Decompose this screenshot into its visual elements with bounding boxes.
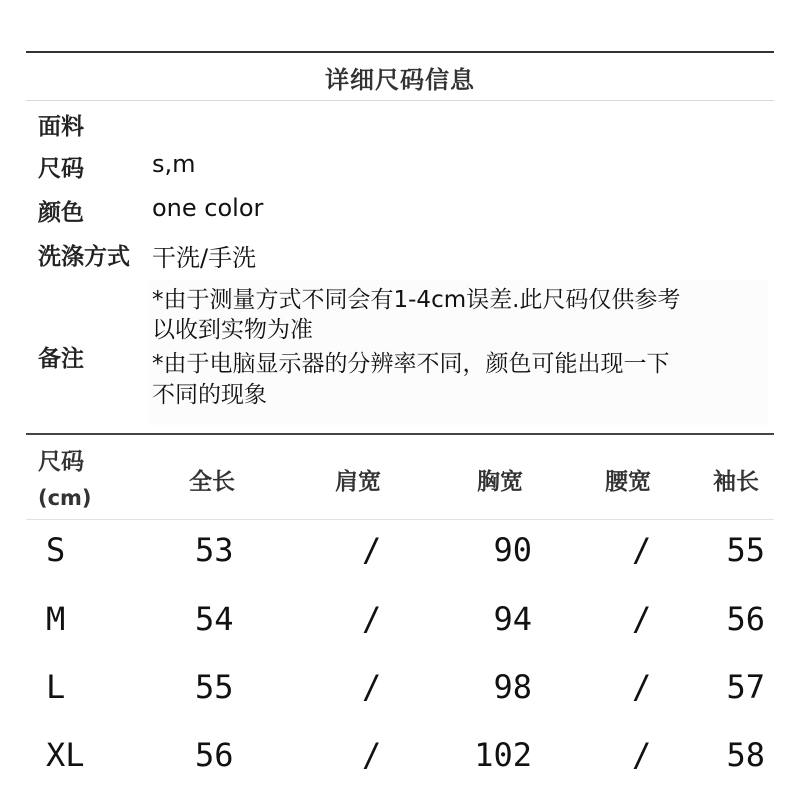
cell-shoulder: / bbox=[362, 736, 382, 774]
cell-chest: 94 bbox=[493, 600, 532, 638]
title-divider bbox=[26, 100, 774, 101]
page-title: 详细尺码信息 bbox=[325, 66, 475, 94]
cell-size: M bbox=[46, 600, 66, 638]
top-rule bbox=[26, 51, 774, 53]
unit-header-text: (cm) bbox=[38, 486, 92, 510]
section-rule bbox=[26, 433, 774, 435]
size-column-header bbox=[38, 444, 92, 516]
header-shoulder: 肩宽 bbox=[335, 469, 381, 495]
color-label: 颜色 bbox=[38, 200, 84, 226]
cell-size: L bbox=[46, 668, 66, 706]
washing-label: 洗涤方式 bbox=[38, 244, 130, 270]
notes-label: 备注 bbox=[38, 346, 84, 372]
header-divider bbox=[26, 519, 774, 520]
washing-value: 干洗/手洗 bbox=[152, 244, 257, 272]
cell-waist: / bbox=[632, 531, 652, 569]
cell-chest: 98 bbox=[493, 668, 532, 706]
cell-size: S bbox=[46, 531, 66, 569]
size-header-text: 尺码 bbox=[38, 449, 84, 475]
note-line: *由于测量方式不同会有1-4cm误差.此尺码仅供参考 bbox=[152, 287, 681, 313]
fabric-label: 面料 bbox=[38, 114, 84, 140]
cell-length: 54 bbox=[195, 600, 234, 638]
cell-length: 53 bbox=[195, 531, 234, 569]
cell-sleeve: 58 bbox=[726, 736, 765, 774]
cell-shoulder: / bbox=[362, 600, 382, 638]
cell-shoulder: / bbox=[362, 668, 382, 706]
cell-waist: / bbox=[632, 600, 652, 638]
cell-sleeve: 55 bbox=[726, 531, 765, 569]
header-waist: 腰宽 bbox=[605, 469, 651, 495]
cell-waist: / bbox=[632, 736, 652, 774]
cell-shoulder: / bbox=[362, 531, 382, 569]
cell-length: 55 bbox=[195, 668, 234, 706]
cell-sleeve: 56 bbox=[726, 600, 765, 638]
cell-chest: 90 bbox=[493, 531, 532, 569]
cell-length: 56 bbox=[195, 736, 234, 774]
header-chest: 胸宽 bbox=[477, 469, 523, 495]
size-value: s,m bbox=[152, 150, 196, 178]
cell-waist: / bbox=[632, 668, 652, 706]
cell-size: XL bbox=[46, 736, 85, 774]
note-line: *由于电脑显示器的分辨率不同，颜色可能出现一下 bbox=[152, 351, 670, 377]
note-line: 不同的现象 bbox=[152, 382, 267, 408]
header-length: 全长 bbox=[189, 469, 235, 495]
color-value: one color bbox=[152, 194, 264, 222]
cell-chest: 102 bbox=[474, 736, 532, 774]
header-sleeve: 袖长 bbox=[713, 469, 759, 495]
cell-sleeve: 57 bbox=[726, 668, 765, 706]
note-line: 以收到实物为准 bbox=[152, 317, 313, 343]
size-label: 尺码 bbox=[38, 156, 84, 182]
